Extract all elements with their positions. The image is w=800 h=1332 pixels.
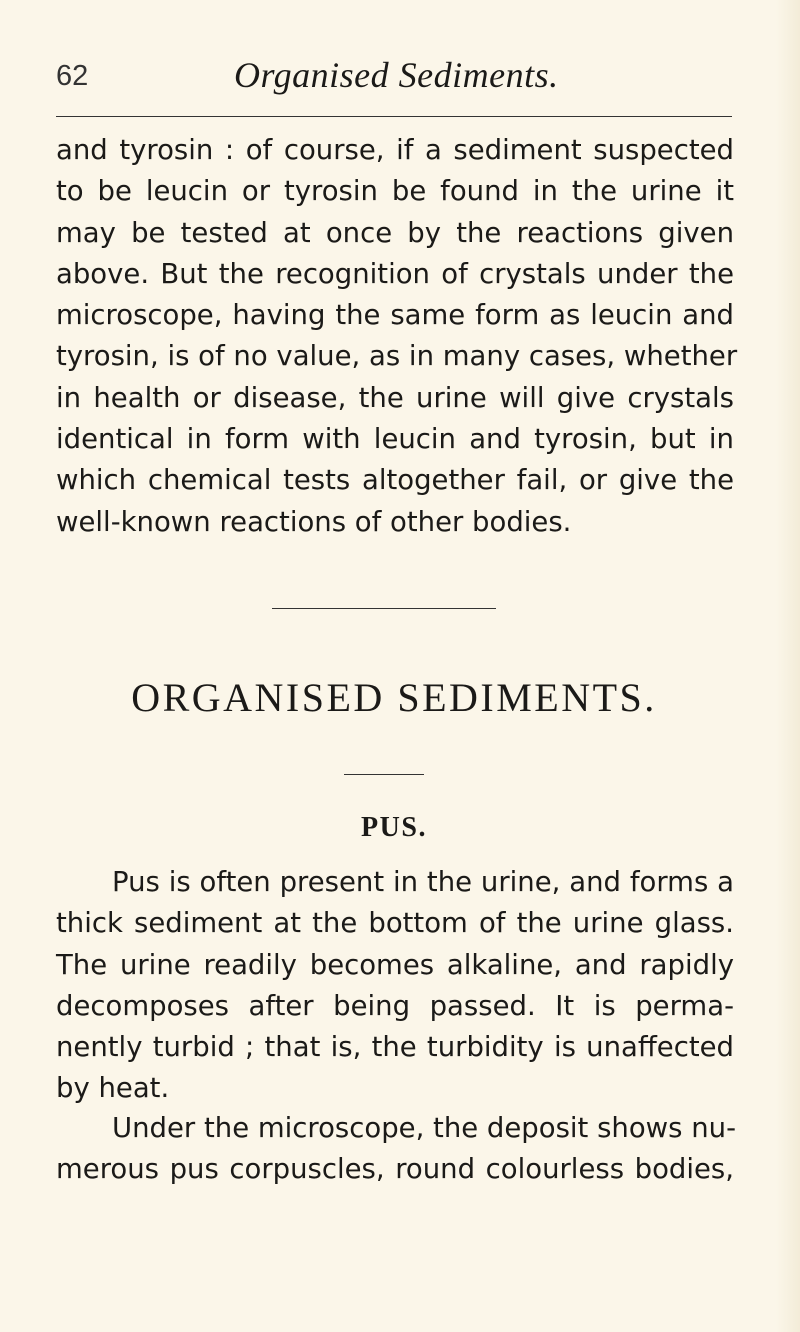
paragraph-microscope xyxy=(56,1108,737,1191)
section-heading: ORGANISED SEDIMENTS. xyxy=(131,675,657,720)
paragraph-leucin-tyrosin xyxy=(56,130,738,543)
sub-heading: PUS. xyxy=(361,812,427,843)
text-line: decomposes after being passed. It is perma- xyxy=(56,989,734,1022)
text-line: above. But the recognition of crystals under the xyxy=(56,257,734,290)
text-line: may be tested at once by the reactions given xyxy=(56,216,734,249)
page-number: 62 xyxy=(56,60,89,92)
text-line: in health or disease, the urine will give crystals xyxy=(56,381,734,414)
text-line: tyrosin, is of no value, as in many cases, whether xyxy=(56,340,738,373)
running-title: Organised Sediments. xyxy=(234,55,559,95)
text-line: and tyrosin : of course, if a sediment suspected xyxy=(56,134,734,166)
short-divider-rule xyxy=(344,774,424,775)
section-divider-rule xyxy=(272,608,496,609)
running-head xyxy=(56,48,736,108)
text-line: nently turbid ; that is, the turbidity is unaffected xyxy=(56,1031,734,1064)
text-line: Under the microscope, the deposit shows nu- xyxy=(112,1112,737,1144)
text-line: identical in form with leucin and tyrosin, but in xyxy=(56,423,734,456)
text-line: Pus is often present in the urine, and forms a xyxy=(112,866,734,898)
paragraph-pus xyxy=(56,862,734,1110)
text-line: to be leucin or tyrosin be found in the urine it xyxy=(56,175,734,208)
text-line: thick sediment at the bottom of the urine glass. xyxy=(56,907,734,940)
page-edge-shade xyxy=(776,0,800,1332)
text-line: microscope, having the same form as leucin and xyxy=(56,299,734,332)
text-line: well-known reactions of other bodies. xyxy=(56,505,572,538)
text-line: which chemical tests altogether fail, or give the xyxy=(56,464,734,497)
text-line: The urine readily becomes alkaline, and rapidly xyxy=(56,948,734,981)
header-rule xyxy=(56,116,732,117)
text-line: merous pus corpuscles, round colourless bodies, xyxy=(56,1153,734,1186)
text-line: by heat. xyxy=(56,1072,170,1105)
